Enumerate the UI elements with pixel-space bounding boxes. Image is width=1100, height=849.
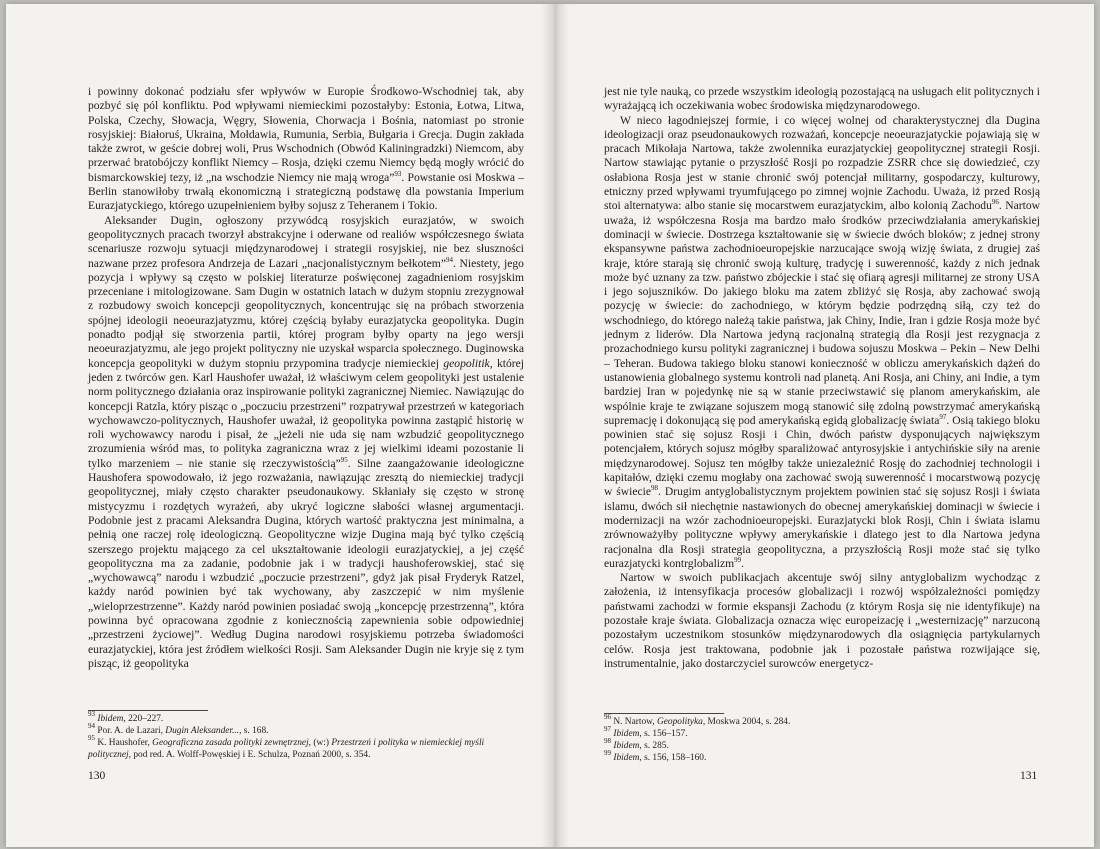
right-footnote-rule [604, 713, 724, 714]
italic-text: Ibidem [613, 753, 640, 763]
text-run: N. Nartow, [611, 717, 657, 727]
text-run: , s. 285. [639, 741, 669, 751]
left-footnote-rule [88, 710, 208, 711]
text-run: , 220–227. [123, 714, 164, 724]
left-page-body [88, 85, 524, 671]
text-run: . [741, 556, 745, 570]
text-run: Nartow w swoich publikacjach akcentuje swój silny antyglobalizm wychodząc z założenia, iż intensyfikacja procesów globalizacji i rozwój współzależności pomiędzy państwami zachodzi w formie ekspansji Zachodu (z którym Rosja się nie identyfikuje) na pozostałe kraje świata. Globalizacja oznacza więc europeizację i „westernizację” narzuconą pozostałym uczestnikom stosunków międzynarodowych dla osiągnięcia partykularnych celów. Rosja jest traktowana, podobnie jak i pozostałe państwa rozwijające się, instrumentalnie, jako dostarczyciel surowców energetycz- [604, 571, 1040, 670]
footnote [604, 737, 1040, 752]
footnote-ref: 98 [651, 484, 659, 493]
footnote [604, 749, 1040, 764]
text-run: . Osią takiego bloku powinien stać się sojusz Rosji i Chin, dwóch państw dysponujących największym potencjałem, których sojusz mógłby sparaliżować antyrosyjskie i antychińskie siły na arenie międzynarodowej. Sojusz ten mógłby także uniezależnić Rosję do zachodniej technologii i kapitałów, dzięki czemu mogłaby ona zachować swoją suwerenność i mocarstwową pozycję w świecie [604, 413, 1040, 499]
text-run: , (w:) [308, 738, 332, 748]
italic-text: geopolitik [443, 356, 490, 370]
text-run: jest nie tyle nauką, co przede wszystkim ideologią pozostającą na usługach elit politycznych i wyrażającą ich oczekiwania wobec środowiska międzynarodowego. [604, 85, 1040, 113]
text-run: W nieco łagodniejszej formie, i co więcej wolnej od charakterystycznej dla Dugina ideologizacji oraz pseudonaukowych rozważań, koncepcje neoeurazjatyckie pojawiają się w pracach Mikołaja Nartowa, także zwolennika eurazjatyckiej geopolitycznej strategii Rosji. Nartow stawiając pytanie o przyszłość Rosji po rozpadzie ZSRR chce się dowiedzieć, czy osłabiona Rosja jest w stanie chronić swój potencjał militarny, gospodarczy, kulturowy, etniczny przed wpływami tryumfującego po zimnej wojnie Zachodu. Uważa, iż przed Rosją stoi alternatywa: albo stanie się mocarstwem eurazjatyckim, albo kolonią Zachodu [604, 113, 1040, 213]
text-run: Por. A. de Lazari, [95, 726, 166, 736]
text-run: . Powstanie osi Moskwa – Berlin stanowiłoby trwałą ekonomiczną i strategiczną podstawę dla powstania Imperium Eurazjatyckiego, którego uzupełnieniem byłby sojusz z Teheranem i Tokio. [88, 170, 524, 213]
text-run: , pod red. A. Wolff-Powęskiej i E. Schulza, Poznań 2000, s. 354. [128, 750, 371, 760]
book-spread [6, 4, 1094, 847]
footnote [88, 722, 524, 737]
italic-text: Przestrzeń i polityka w niemieckiej myśli politycznej [88, 738, 485, 760]
footnote-ref: 97 [604, 725, 611, 733]
body-paragraph [604, 85, 1040, 114]
footnote-ref: 96 [604, 713, 611, 721]
text-run: i powinny dokonać podziału sfer wpływów w Europie Środkowo-Wschodniej tak, aby pozbyć się pól konfliktu. Pod wpływami niemieckimi pozostałyby: Estonia, Łotwa, Litwa, Polska, Czechy, Słowacja, Węgry, Słowenia, Chorwacja i Bośnia, natomiast po stronie rosyjskiej: Białoruś, Ukraina, Mołdawia, Rumunia, Serbia, Bułgaria i Grecja. Dugin zakłada także zwrot, w geście dobrej woli, Prus Wschodnich (Obwód Kaliningradzki) Niemcom, aby przerwać bratobójczy konflikt Niemcy – Rosja, dzięki czemu Niemcy będą mogły wrócić do bismarckowskiej tezy, iż „na wschodzie Niemcy nie mają wroga” [88, 85, 524, 184]
italic-text: Geopolityka [657, 717, 703, 727]
footnote [604, 713, 1040, 728]
footnote-ref: 95 [340, 455, 348, 464]
text-run: Aleksander Dugin, ogłoszony przywódcą rosyjskich eurazjatów, w swoich geopolitycznych pracach tworzył abstrakcyjne i oderwane od realiów współczesnego świata scenariusze rozwoju sytuacji międzynarodowej i strategii rosyjskiej, nie bez słuszności nazwane przez profesora Andrzeja de Lazari „nacjonalistycznym bełkotem” [88, 213, 524, 270]
body-paragraph [88, 214, 524, 672]
body-paragraph [604, 571, 1040, 671]
right-page-body [604, 85, 1040, 671]
right-footnotes [604, 713, 1040, 764]
text-run: , Moskwa 2004, s. 284. [702, 717, 791, 727]
footnote-ref: 99 [604, 749, 611, 757]
text-run: K. Haushofer, [95, 738, 153, 748]
body-paragraph [604, 114, 1040, 572]
italic-text: Dugin Aleksander... [165, 726, 240, 736]
italic-text: Ibidem [613, 729, 640, 739]
italic-text: Ibidem [613, 741, 640, 751]
footnote [88, 734, 524, 761]
text-run: , s. 156, 158–160. [639, 753, 707, 763]
footnote-ref: 93 [88, 710, 95, 718]
footnote-ref: 99 [734, 555, 742, 564]
italic-text: Geograficzna zasada polityki zewnętrznej [152, 738, 309, 748]
text-run: . Niestety, jego pozycja i wpływy są często w polskiej literaturze poświęconej zagadnieniom rosyjskim przeceniane i mitologizowane. Sam Dugin w ostatnich latach w dużym stopniu zrezygnował z rozbudowy swoich koncepcji geopolitycznych, koncentrując się na próbach stworzenia spójnej ideologii neoeurazjatyzmu, której częścią byłaby eurazjatycka geopolityka. Dugin ponadto podjął się stworzenia partii, której program byłby oparty na jego wersji neoeurazjatyzmu, ale jego projekt polityczny nie uzyskał wsparcia społecznego. Duginowska koncepcja geopolityki w dużym stopniu przypomina tradycje niemieckiej [88, 256, 524, 370]
italic-text: Ibidem [97, 714, 124, 724]
text-run: , s. 156–157. [639, 729, 688, 739]
left-page-number: 130 [88, 770, 106, 782]
book-gutter [541, 4, 569, 847]
text-run: , której jeden z twórców gen. Karl Haushofer uważał, iż właściwym celem geopolityki jest ustalenie norm politycznego działania oraz inspirowanie polityki zagranicznej Niemiec. Nawiązując do koncepcji Ratzla, który pisząc o „poczuciu przestrzeni” rozpatrywał przestrzeń w kategoriach wychowawczo-politycznych, Haushofer uważał, iż geopolityka powinna zastąpić historię w roli wychowawcy narodu i pisał, że „jeżeli nie uda się nam wzbudzić geopolitycznego zrozumienia wśród mas, to polityka zagraniczna wraz z jej wielkimi ideami pozostanie li tylko marzeniem – nie stanie się rzeczywistością” [88, 356, 524, 470]
footnote-ref: 94 [88, 722, 95, 730]
left-footnotes [88, 710, 524, 761]
text-run: . Silne zaangażowanie ideologiczne Haushofera spowodowało, iż jego rozważania, nawiązując zresztą do niemieckiej tradycji geopolitycznej, miały często charakter pseudonaukowy. Skłaniały się często w stronę mistycyzmu i rozdętych wyrażeń, aby ukryć logiczne słabości własnej argumentacji. Podobnie jest z pracami Aleksandra Dugina, których wartość praktyczna jest minimalna, a pełnią one raczej rolę ideologiczną. Geopolityczne wizje Dugina mają być tylko częścią szerszego projektu mającego za cel ukształtowanie ideologii eurazjatyckiej, a jej część geopolityczna ma za zadanie, podobnie jak i w tradycji haushoferowskiej, stać się „wychowawcą” narodu i wzbudzić „poczucie przestrzeni”, gdyż jak pisał Fryderyk Ratzel, każdy naród powinien być tak wychowany, aby zaszczepić w nim myślenie „wieloprzestrzenne”. Każdy naród powinien posiadać swoją „koncepcję przestrzenną”, która powinna być opracowana zgodnie z koniecznością zapewnienia sobie odpowiedniej „przestrzeni życiowej”. Według Dugina narodowi rosyjskiemu potrzeba świadomości eurazjatyckiej, która jest źródłem wielkości Rosji. Sam Aleksander Dugin nie kryje się z tym pisząc, iż geopolityka [88, 456, 524, 670]
footnote [604, 725, 1040, 740]
footnote-ref: 98 [604, 737, 611, 745]
text-run: . Nartow uważa, iż współczesna Rosja ma bardzo mało środków przeciwdziałania amerykańskiej dominacji w świecie. Dostrzega kształtowanie się w świecie dwóch bloków; z jednej strony ekspansywne państwa zachodnioeuropejskie narzucające swoją wizję świata, z drugiej zaś kraje, które starają się chronić swoją kulturę, tradycję i suwerenność, każdy z nich jednak może być uznany za tzw. państwo zbójeckie i stać się ofiarą agresji militarnej ze strony USA i jego sojuszników. Do jakiego bloku ma zatem zbliżyć się Rosja, aby zachować swoją pozycję w świecie: do zachodniego, w którym będzie podrzędną siłą, czy też do wschodniego, do którego należą takie państwa, jak Chiny, Indie, Iran i gdzie Rosja może być jednym z liderów. Dla Nartowa jedyną racjonalną strategią dla Rosji jest rezygnacja z prozachodniego kursu polityki zagranicznej i budowa sojuszu Moskwa – Pekin – New Delhi – Teheran. Budowa takiego bloku stanowi konieczność w obliczu amerykańskich dążeń do ustanowienia globalnego systemu kontroli nad planetą. Ani Rosja, ani Chiny, ani Indie, a tym bardziej Iran w pojedynkę nie są w stanie przeciwstawić się planom amerykańskim, ale wspólnie kraje te związane sojuszem mogą stanowić siłę zdolną powstrzymać amerykańską supremację i dokonującą się pod amerykańską egidą globalizację świata [604, 199, 1040, 427]
body-paragraph [88, 85, 524, 214]
text-run: , s. 168. [239, 726, 269, 736]
footnote-ref: 95 [88, 734, 95, 742]
footnote-ref: 93 [394, 169, 402, 178]
footnote-ref: 97 [939, 412, 947, 421]
footnote [88, 710, 524, 725]
footnote-ref: 96 [991, 198, 999, 207]
right-page-number: 131 [1020, 770, 1038, 782]
text-run: . Drugim antyglobalistycznym projektem powinien stać się sojusz Rosji i świata islamu, dwóch sił niechętnie nastawionych do obecnej amerykańskiej dominacji w świecie i modernizacji na wzór zachodnioeuropejski. Eurazjatycki blok Rosji, Chin i świata islamu zrównoważyłby polityczne wpływy amerykańskie i dlatego jest to dla Nartowa jedyna racjonalna dla Rosji strategia geopolityczna, a przyszłością Rosji może stać się tylko eurazjatycki kontrglobalizm [604, 485, 1040, 570]
footnote-ref: 94 [445, 255, 453, 264]
